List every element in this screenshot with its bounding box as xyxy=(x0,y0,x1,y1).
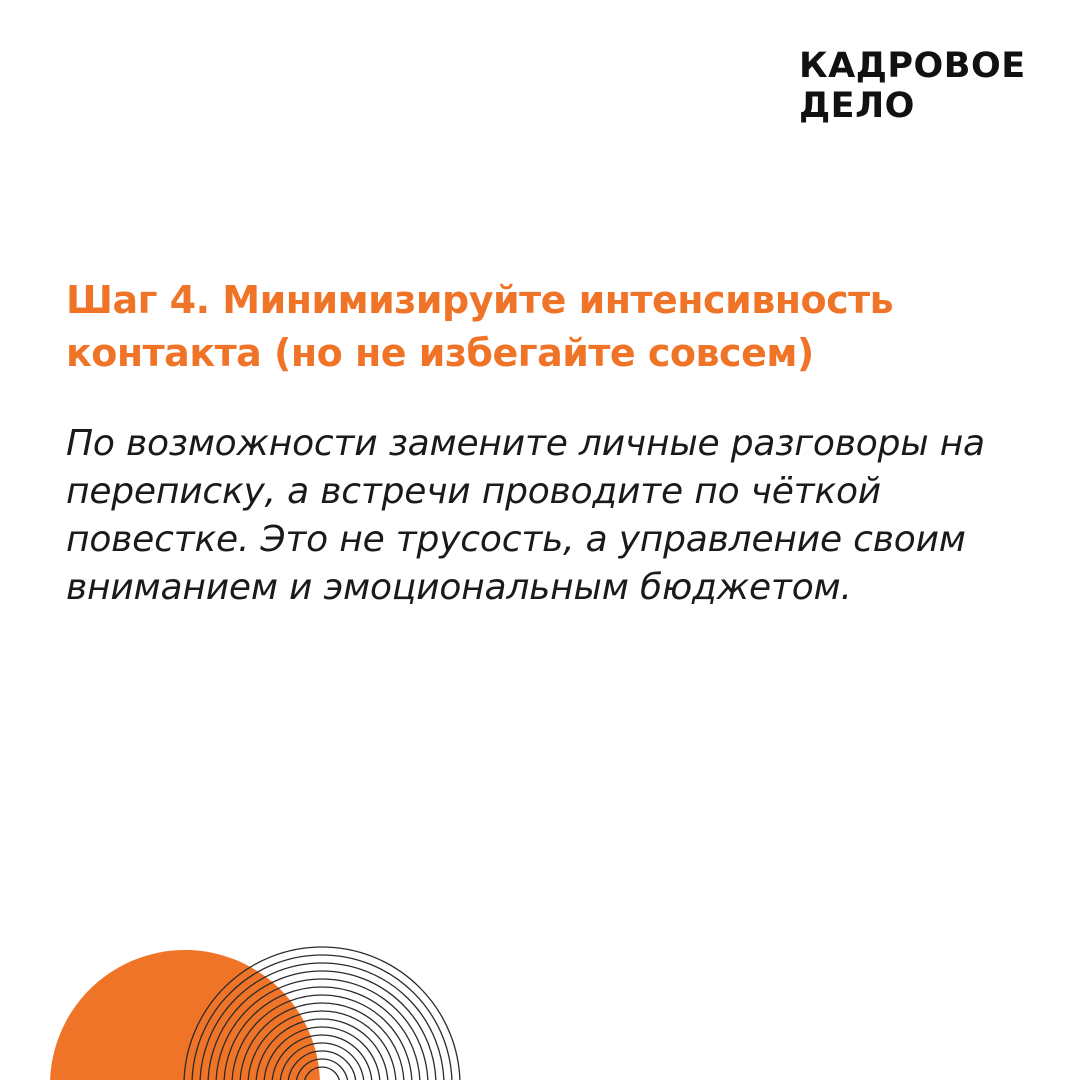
logo-line-2: ДЕЛО xyxy=(799,86,915,126)
brand-logo xyxy=(799,46,1026,126)
step-description: По возможности замените личные разговоры на переписку, а встречи проводите по чёткой повестке. Это не трусость, а управление своим вниманием и эмоциональным бюджетом. xyxy=(66,423,985,608)
logo-line-1: КАДРОВОЕ xyxy=(799,46,1026,86)
decorative-circles xyxy=(0,920,1080,1080)
step-heading: Шаг 4. Минимизируйте интенсивность контакта (но не избегайте совсем) xyxy=(66,278,894,375)
